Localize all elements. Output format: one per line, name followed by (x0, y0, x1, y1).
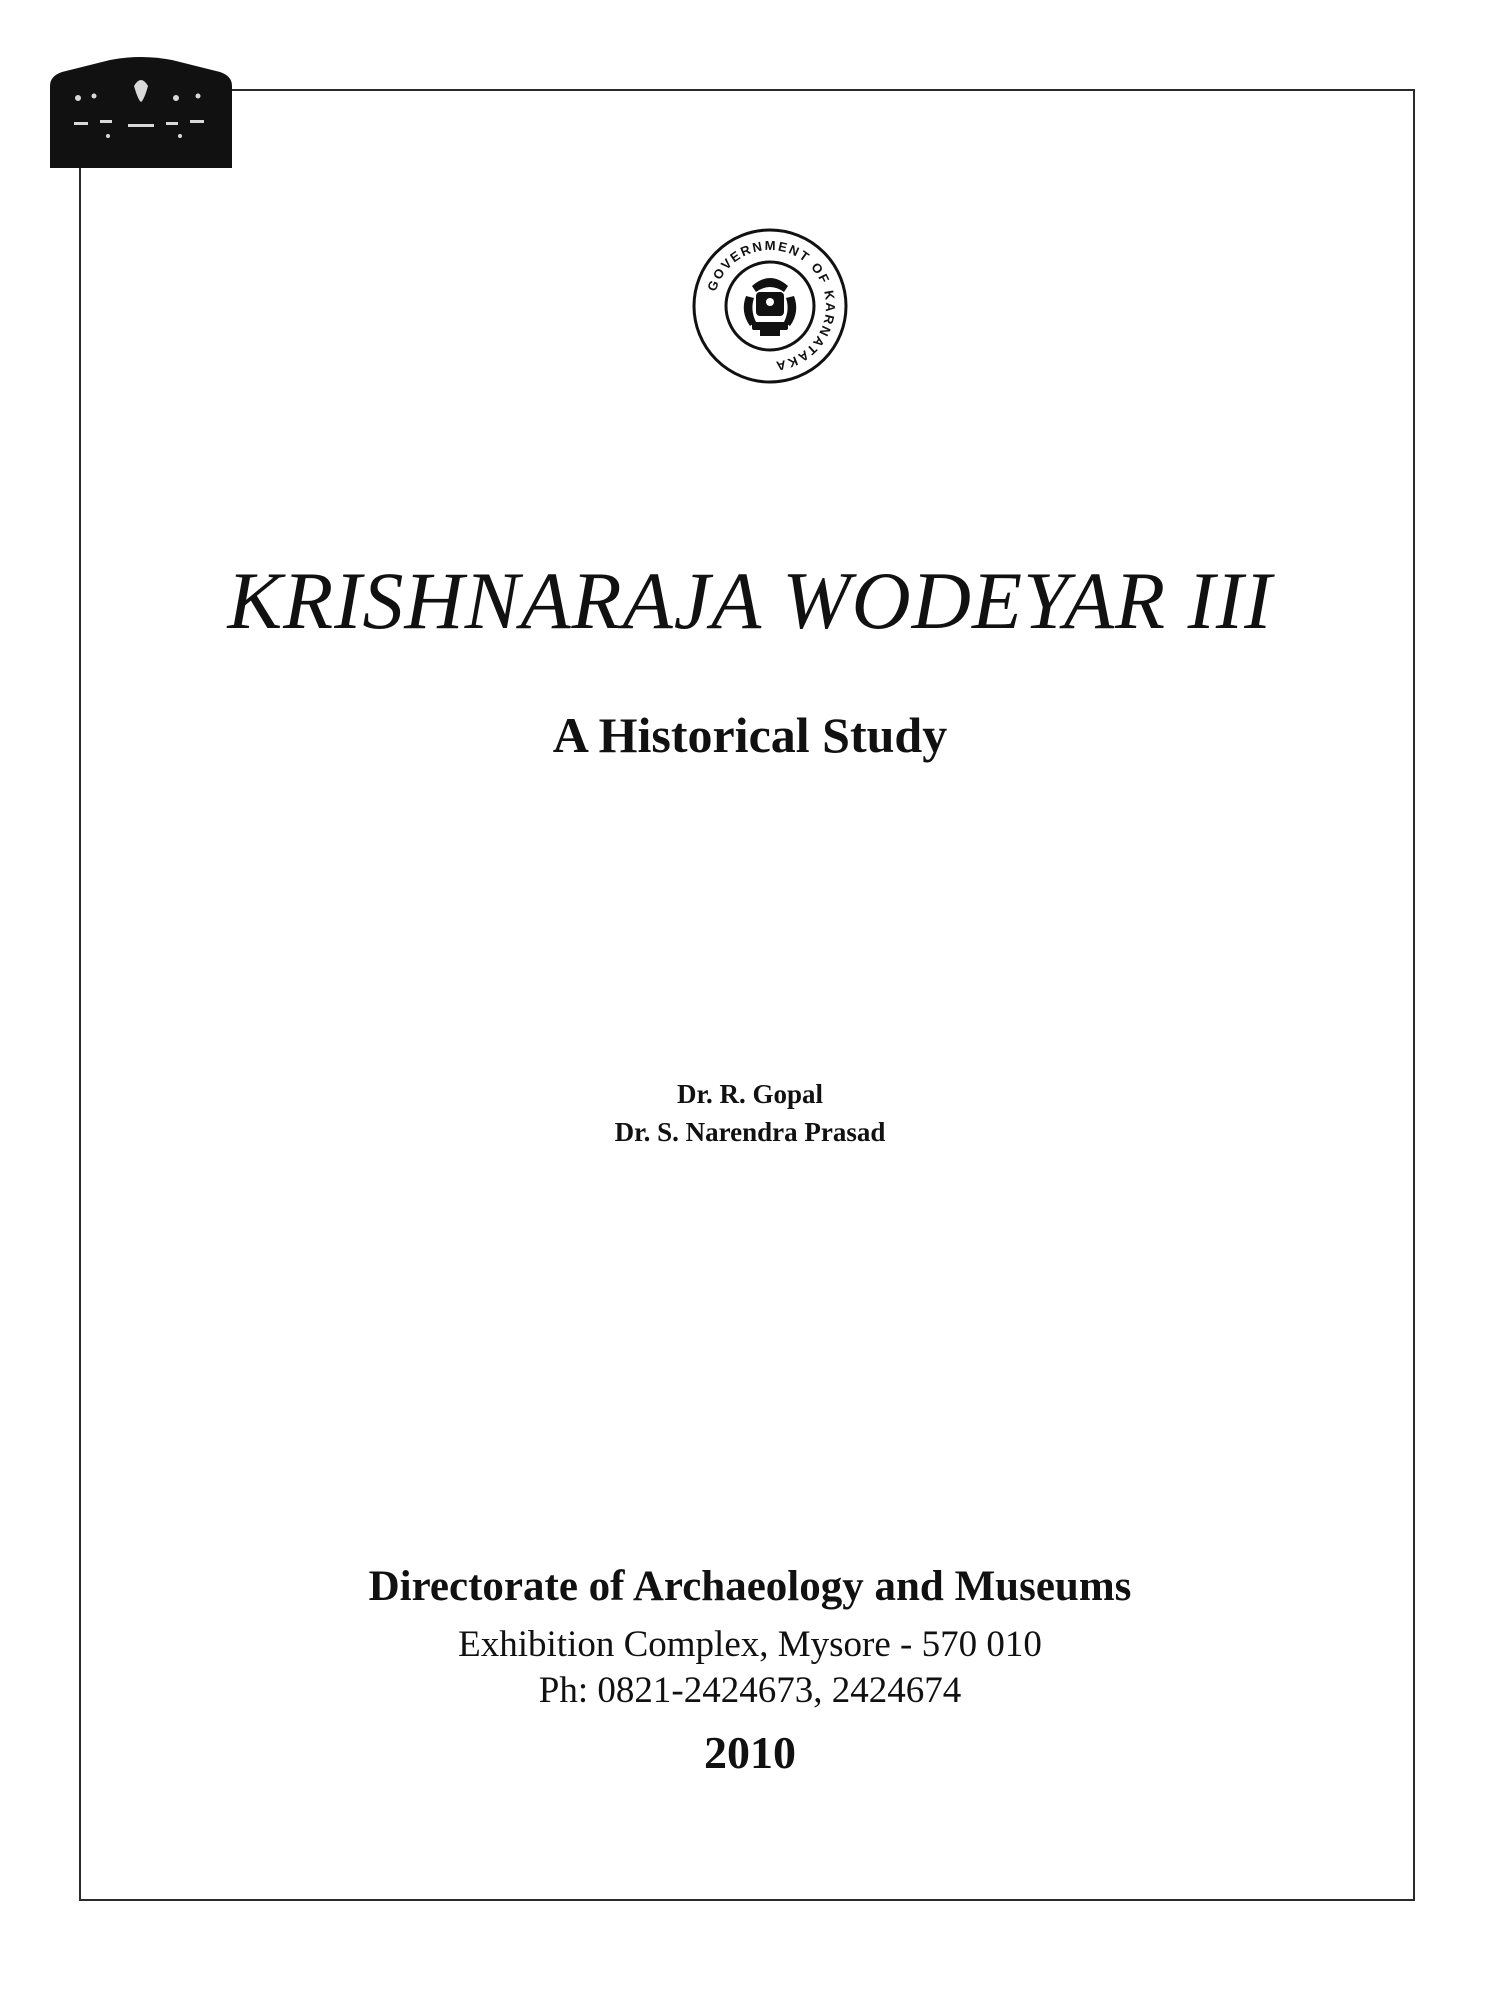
corner-logo-icon (48, 56, 234, 168)
publisher-name: Directorate of Archaeology and Museums (368, 1563, 1132, 1610)
author-name: Dr. S. Narendra Prasad (614, 1117, 886, 1147)
author-list (0, 1075, 1500, 1151)
book-subtitle: A Historical Study (552, 707, 948, 763)
publisher-address: Exhibition Complex, Mysore - 570 010 (458, 1624, 1042, 1665)
publisher-phone: Ph: 0821-2424673, 2424674 (538, 1670, 962, 1711)
author-name: Dr. R. Gopal (676, 1079, 824, 1109)
state-emblem-icon (690, 226, 850, 386)
book-title: KRISHNARAJA WODEYAR III (227, 555, 1273, 646)
emblem-ring-text: GOVERNMENT OF KARNATAKA (704, 237, 839, 374)
publisher-contact (0, 1622, 1500, 1714)
publication-year: 2010 (704, 1727, 796, 1778)
